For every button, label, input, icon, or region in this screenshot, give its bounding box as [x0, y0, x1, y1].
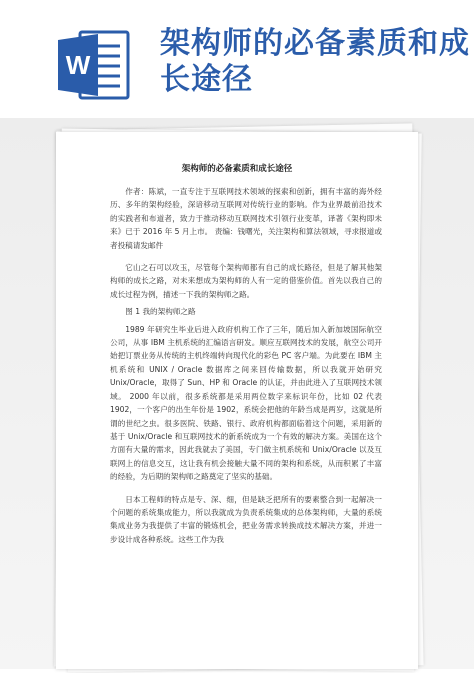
body-paragraph: 日本工程师的特点是专、深、细，但是缺乏把所有的要素整合到一起解决一个问题的系统集成能力，所以我就成为负责系统集成的总体架构师，大量的系统集成业务为我提供了丰富的锻炼机会，把业务需求转换成技术解决方案，并进一步设计成各种系统。这些工作为我	[110, 494, 382, 544]
body-paragraph: 1989 年研究生毕业后进入政府机构工作了三年，随后加入新加坡国际航空公司，从事 IBM 主机系统的汇编语言研发。顺应互联网技术的发展，航空公司开始把订票业务从传统的主机终端转向现代化的彩色 PC 客户端。为此要在 IBM 主机系统和 UNIX / Oracle 数据库之间来回传输数据，所以我就开始研究 Unix/Oracle，取得了 Sun、HP 和 Oracle 的认证，并由此进入了互联网技术领域。 2000 年以前，很多系统都是采用两位数字来标识年份，比如 02 代表 1902，一个客户的出生年份是 1902，系统会把他的年龄当成是两岁，这就是所谓的世纪之虫。很多医院、铁路、银行、政府机构都面临着这个问题，采用新的基于 Unix/Oracle 和互联网技术的新系统成为一个有效的解决方案。美国在这个方面有大量的需求，因此我就去了美国，专门做主机系统和 Unix/Oracle 以及互联网上的信息交互，这让我有机会接触大量不同的架构和系统，从而积累了丰富的经验，为后期的架构师之路奠定了坚实的基础。	[110, 324, 382, 482]
author-paragraph: 作者：陈斌，一直专注于互联网技术领域的探索和创新，拥有丰富的海外经历、多年的架构经验，深谙移动互联网对传统行业的影响。作为业界最前沿技术的实践者和布道者，致力于推动移动互联网技术引领行业变革，译著《架构即未来》已于 2016 年 5 月上市。 责编：钱曙光，关注架构和算法领域，寻求报道或者投稿请发邮件	[110, 187, 382, 250]
word-document-icon	[58, 28, 132, 102]
document-body	[110, 185, 382, 555]
header-banner	[0, 0, 474, 118]
figure-caption: 图 1 我的架构师之路	[125, 307, 196, 317]
document-title: 架构师的必备素质和成长途径	[181, 164, 293, 174]
svg-text:W: W	[65, 50, 91, 80]
body-paragraph: 它山之石可以攻玉，尽管每个架构师都有自己的成长路径，但是了解其他架构师的成长之路，对未来想成为架构师的人有一定的借鉴价值。首先以我自己的成长过程为例，描述一下我的架构师之路。	[110, 263, 382, 299]
document-page	[56, 132, 418, 669]
banner-title: 架构师的必备素质和成长途径	[160, 26, 470, 97]
